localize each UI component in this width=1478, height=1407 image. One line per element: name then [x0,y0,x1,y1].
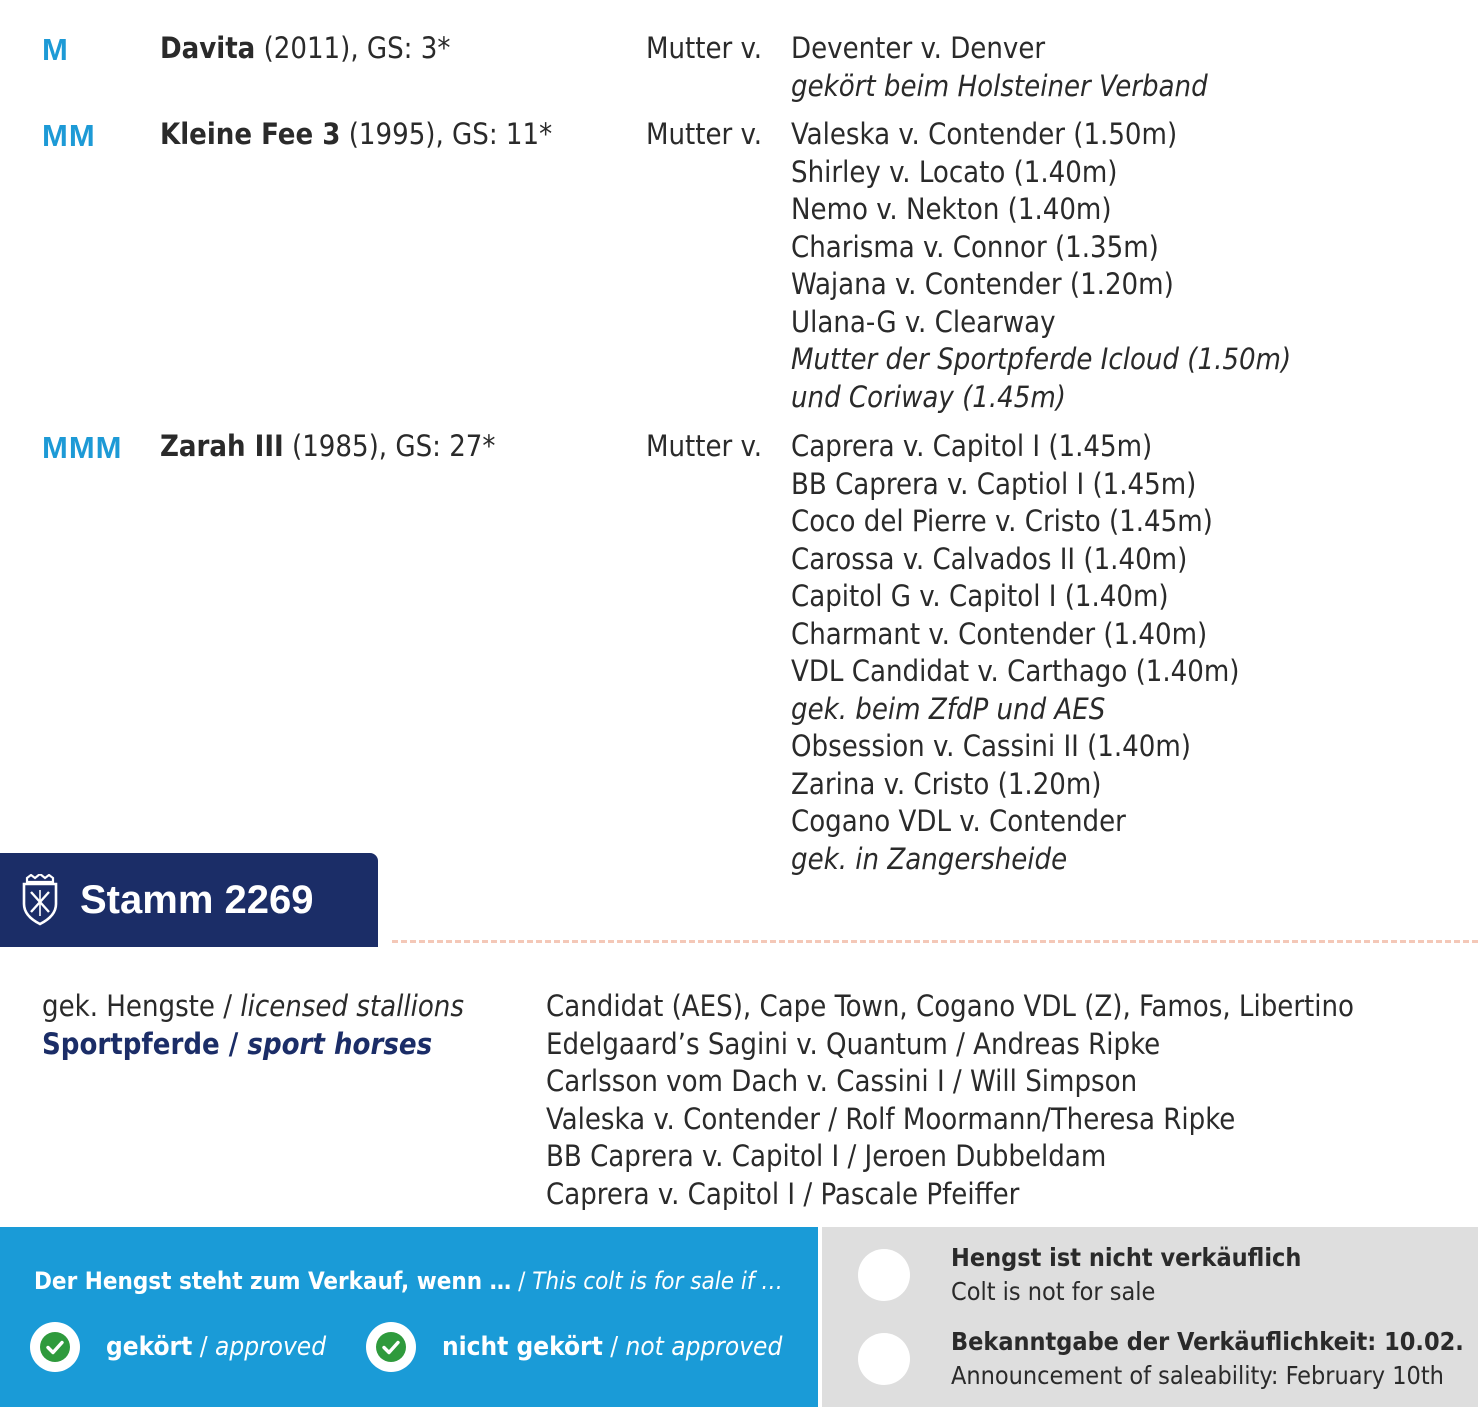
offspring-item: Valeska v. Contender (1.50m) [791,117,1178,151]
offspring-item: Carossa v. Calvados II (1.40m) [791,541,1188,576]
offspring-note: und Coriway (1.45m) [791,379,1066,414]
stamm-title: Stamm 2269 [80,877,314,922]
option-approved[interactable] [30,1322,326,1372]
offspring-item: Shirley v. Locato (1.40m) [791,154,1118,189]
dashed-divider [392,940,1478,943]
radio-circle[interactable] [858,1333,910,1385]
generation-label: MM [42,118,96,153]
offspring-list [791,428,1239,878]
stamm-banner [0,853,378,947]
option-label: gekört / approved [106,1332,327,1362]
sale-conditions-text: Der Hengst steht zum Verkauf, wenn … / This colt is for sale if … [34,1267,783,1295]
offspring-item: Caprera v. Capitol I (1.45m) [791,429,1153,463]
offspring-note: Mutter der Sportpferde Icloud (1.50m) [791,342,1292,376]
dam-details: (1995), GS: 11* [340,117,553,151]
dam-entry [160,30,450,68]
generation-label: MMM [42,430,123,465]
check-icon [375,1331,407,1363]
sale-conditions-panel [0,1227,818,1407]
mother-of-label: Mutter v. [646,117,763,151]
radio-circle[interactable] [858,1249,910,1301]
sport-horse-item: Valeska v. Contender / Rolf Moormann/Theresa Ripke [546,1101,1236,1136]
sport-horses-label: Sportpferde / sport horses [42,1026,433,1061]
option-label: nicht gekört / not approved [442,1332,783,1362]
offspring-item: Zarina v. Cristo (1.20m) [791,766,1102,801]
dam-entry [160,116,552,154]
dam-name: Kleine Fee 3 [160,117,341,151]
offspring-note: gek. beim ZfdP und AES [791,691,1106,726]
dam-details: (2011), GS: 3* [255,31,451,65]
offspring-item: Cogano VDL v. Contender [791,804,1126,838]
licensed-and-sport-list [546,988,1354,1213]
offspring-item: Coco del Pierre v. Cristo (1.45m) [791,504,1213,538]
status-not-for-sale[interactable] [858,1243,1302,1306]
option-not-approved[interactable] [366,1322,782,1372]
offspring-item: Capitol G v. Capitol I (1.40m) [791,579,1169,613]
status-label-en: Announcement of saleability: February 10th [951,1361,1444,1390]
dam-entry [160,428,495,466]
dam-name: Davita [160,31,256,65]
offspring-item: BB Caprera v. Captiol I (1.45m) [791,466,1197,501]
check-circle-icon[interactable] [30,1322,80,1372]
offspring-note: gekört beim Holsteiner Verband [791,68,1208,103]
check-circle-icon[interactable] [366,1322,416,1372]
status-label-de: Hengst ist nicht verkäuflich [951,1243,1302,1272]
status-announcement[interactable] [858,1327,1464,1390]
check-icon [39,1331,71,1363]
mother-of-label: Mutter v. [646,429,763,463]
status-label-en: Colt is not for sale [951,1277,1156,1306]
offspring-item: Charmant v. Contender (1.40m) [791,616,1208,651]
sport-horse-item: Edelgaard’s Sagini v. Quantum / Andreas Ripke [546,1026,1161,1061]
offspring-list [791,30,1208,105]
dam-details: (1985), GS: 27* [283,429,496,463]
mother-of-label: Mutter v. [646,31,763,65]
offspring-item: Wajana v. Contender (1.20m) [791,267,1174,301]
offspring-item: Ulana-G v. Clearway [791,304,1056,339]
sport-horse-item: BB Caprera v. Capitol I / Jeroen Dubbeldam [546,1139,1107,1173]
crest-icon [18,874,62,926]
sale-status-panel [822,1227,1478,1407]
offspring-item: Charisma v. Connor (1.35m) [791,229,1159,264]
status-label-de: Bekanntgabe der Verkäuflichkeit: 10.02. [951,1327,1464,1356]
licensed-labels [42,988,464,1063]
offspring-item: Nemo v. Nekton (1.40m) [791,192,1112,226]
sport-horse-item: Carlsson vom Dach v. Cassini I / Will Simpson [546,1064,1138,1098]
offspring-item: Obsession v. Cassini II (1.40m) [791,729,1191,763]
dam-name: Zarah III [160,429,284,463]
sport-horse-item: Caprera v. Capitol I / Pascale Pfeiffer [546,1176,1020,1211]
licensed-stallions-label: gek. Hengste / licensed stallions [42,989,464,1023]
offspring-item: VDL Candidat v. Carthago (1.40m) [791,654,1240,688]
offspring-note: gek. in Zangersheide [791,841,1068,876]
licensed-stallions-value: Candidat (AES), Cape Town, Cogano VDL (Z), Famos, Libertino [546,989,1355,1023]
offspring-list [791,116,1291,416]
generation-label: M [42,32,69,67]
offspring-item: Deventer v. Denver [791,31,1046,65]
